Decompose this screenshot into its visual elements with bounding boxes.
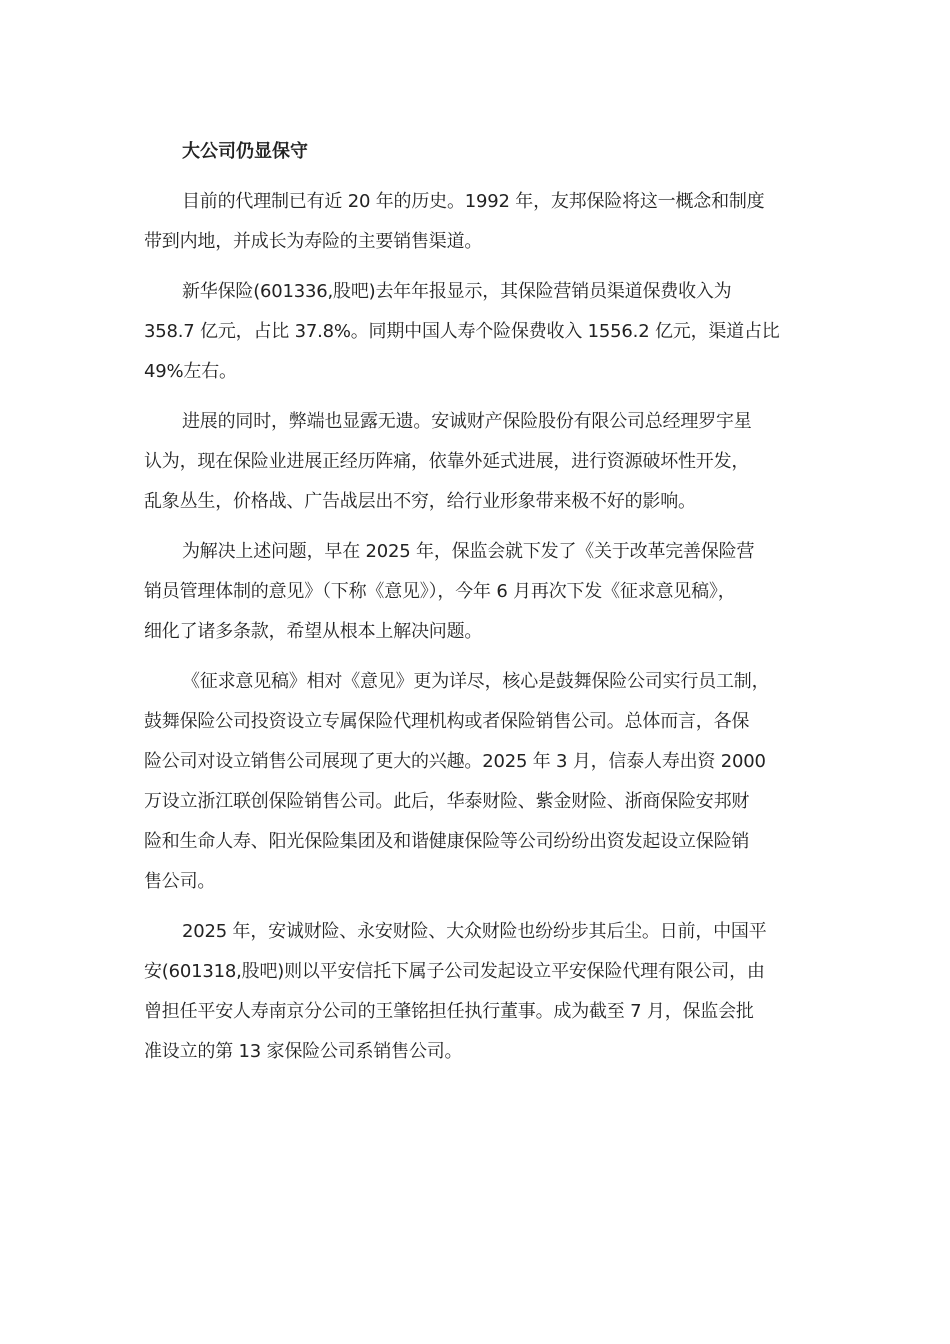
paragraph-line: 安(601318,股吧)则以平安信托下属子公司发起设立平安保险代理有限公司，由	[144, 961, 765, 982]
paragraph	[144, 182, 806, 262]
section-heading: 大公司仍显保守	[182, 141, 308, 162]
paragraph-line: 售公司。	[144, 871, 216, 892]
paragraph-line: 销员管理体制的意见》（下称《意见》），今年 6 月再次下发《征求意见稿》，	[144, 581, 736, 602]
document-page	[144, 132, 806, 1082]
paragraph	[144, 402, 806, 522]
paragraph-line: 2025 年，安诚财险、永安财险、大众财险也纷纷步其后尘。日前，中国平	[182, 921, 767, 942]
paragraph-line: 带到内地，并成长为寿险的主要销售渠道。	[144, 231, 483, 252]
paragraph	[144, 272, 806, 392]
paragraph-line: 认为，现在保险业进展正经历阵痛，依靠外延式进展，进行资源破坏性开发，	[144, 451, 750, 472]
paragraph-line: 目前的代理制已有近 20 年的历史。1992 年，友邦保险将这一概念和制度	[182, 191, 765, 212]
paragraph-line: 细化了诸多条款，希望从根本上解决问题。	[144, 621, 483, 642]
paragraph-line: 为解决上述问题，早在 2025 年，保监会就下发了《关于改革完善保险营	[182, 541, 755, 562]
paragraph-line: 进展的同时，弊端也显露无遗。安诚财产保险股份有限公司总经理罗宇星	[182, 411, 752, 432]
paragraph-line: 曾担任平安人寿南京分公司的王肇铭担任执行董事。成为截至 7 月，保监会批	[144, 1001, 754, 1022]
paragraph-line: 新华保险(601336,股吧)去年年报显示，其保险营销员渠道保费收入为	[182, 281, 732, 302]
document-body	[144, 182, 806, 1072]
paragraph-line: 乱象丛生，价格战、广告战层出不穷，给行业形象带来极不好的影响。	[144, 491, 696, 512]
paragraph-line: 准设立的第 13 家保险公司系销售公司。	[144, 1041, 463, 1062]
paragraph-line: 万设立浙江联创保险销售公司。此后，华泰财险、紫金财险、浙商保险安邦财	[144, 791, 750, 812]
paragraph	[144, 532, 806, 652]
paragraph	[144, 912, 806, 1072]
paragraph-line: 险公司对设立销售公司展现了更大的兴趣。2025 年 3 月，信泰人寿出资 2000	[144, 751, 766, 772]
paragraph	[144, 662, 806, 902]
paragraph-line: 49%左右。	[144, 361, 237, 382]
paragraph-line: 鼓舞保险公司投资设立专属保险代理机构或者保险销售公司。总体而言，各保	[144, 711, 750, 732]
paragraph-line: 358.7 亿元，占比 37.8%。同期中国人寿个险保费收入 1556.2 亿元，渠道占比	[144, 321, 780, 342]
paragraph-line: 《征求意见稿》相对《意见》更为详尽，核心是鼓舞保险公司实行员工制，	[182, 671, 770, 692]
paragraph-line: 险和生命人寿、阳光保险集团及和谐健康保险等公司纷纷出资发起设立保险销	[144, 831, 750, 852]
